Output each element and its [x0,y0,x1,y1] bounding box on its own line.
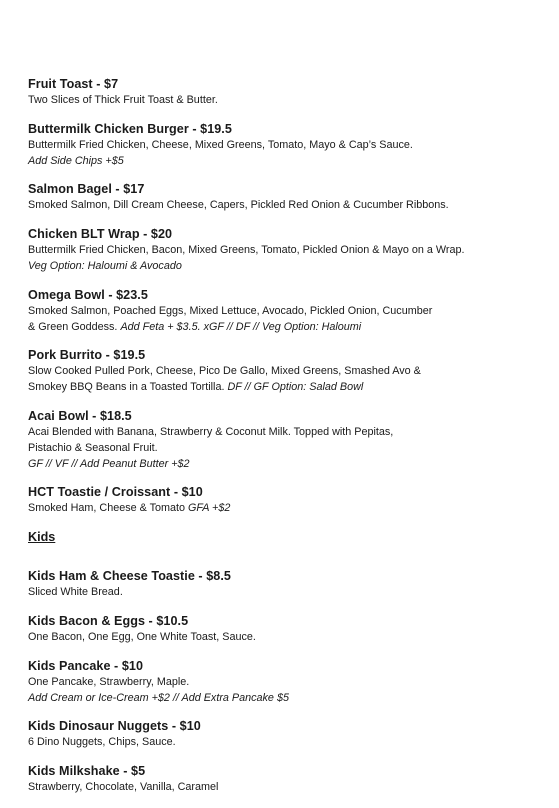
menu-item [28,658,548,707]
menu-item-description [28,320,548,336]
menu-item [28,76,548,109]
menu-item-description [28,138,548,154]
menu-item-title: Kids Pancake - $10 [28,658,144,673]
menu-item-title: Salmon Bagel - $17 [28,182,145,197]
description-note: Add Cream or Ice-Cream +$2 // Add Extra Pancake $5 [28,691,289,704]
description-text: Strawberry, Chocolate, Vanilla, Caramel [28,781,219,794]
description-note: Add Side Chips +$5 [28,154,124,167]
description-text: Smokey BBQ Beans in a Toasted Tortilla. [28,381,228,394]
menu-item [28,408,548,472]
menu-item-title: HCT Toastie / Croissant - $10 [28,485,203,500]
menu-item-title: Kids Milkshake - $5 [28,764,146,779]
description-note: Veg Option: Haloumi & Avocado [28,259,182,272]
description-text: One Pancake, Strawberry, Maple. [28,675,190,688]
menu-item-description [28,198,548,214]
menu-item-title: Omega Bowl - $23.5 [28,287,148,302]
description-note: GFA +$2 [188,502,231,515]
menu-item [28,568,548,601]
menu-item-description [28,304,548,320]
menu-item-description [28,501,548,517]
menu-item-description [28,735,548,751]
description-text: One Bacon, One Egg, One White Toast, Sauce. [28,630,256,643]
menu-item-title: Buttermilk Chicken Burger - $19.5 [28,121,232,136]
menu [28,76,548,808]
description-text: Smoked Salmon, Dill Cream Cheese, Capers, Pickled Red Onion & Cucumber Ribbons. [28,199,449,212]
menu-item-title: Fruit Toast - $7 [28,77,119,91]
menu-item [28,484,548,517]
description-text: Pistachio & Seasonal Fruit. [28,441,158,454]
description-note: DF // GF Option: Salad Bowl [227,381,364,394]
description-text: Buttermilk Fried Chicken, Cheese, Mixed Greens, Tomato, Mayo & Cap’s Sauce. [28,138,413,151]
menu-item-title: Chicken BLT Wrap - $20 [28,227,173,242]
description-note: Add Feta + $3.5. xGF // DF // Veg Option: Haloumi [120,320,362,333]
menu-item [28,763,548,796]
description-text: Acai Blended with Banana, Strawberry & Coconut Milk. Topped with Pepitas, [28,425,394,438]
description-text: Smoked Salmon, Poached Eggs, Mixed Lettuce, Avocado, Pickled Onion, Cucumber [28,304,433,317]
menu-item-description [28,364,548,380]
description-text: Sliced White Bread. [28,586,123,599]
menu-item-description [28,243,548,259]
menu-item-description [28,630,548,646]
description-text: Buttermilk Fried Chicken, Bacon, Mixed Greens, Tomato, Pickled Onion & Mayo on a Wrap. [28,244,465,257]
menu-item-description [28,259,548,275]
description-text: & Green Goddess. [28,320,121,333]
menu-item-description [28,380,548,396]
menu-item-description [28,457,548,473]
menu-item-description [28,441,548,457]
description-text: Slow Cooked Pulled Pork, Cheese, Pico De Gallo, Mixed Greens, Smashed Avo & [28,365,421,378]
menu-item-description [28,691,548,707]
kids-section-heading: Kids [28,530,56,545]
menu-item-title: Kids Dinosaur Nuggets - $10 [28,719,201,734]
menu-item-title: Kids Bacon & Eggs - $10.5 [28,613,189,628]
menu-item [28,181,548,214]
kids-menu-list [28,568,548,796]
menu-item-title: Kids Ham & Cheese Toastie - $8.5 [28,569,231,584]
description-text: Smoked Ham, Cheese & Tomato [28,502,189,515]
menu-item-description [28,425,548,441]
menu-item [28,226,548,275]
main-menu-list [28,76,548,517]
description-note: GF // VF // Add Peanut Butter +$2 [28,457,190,470]
description-text: 6 Dino Nuggets, Chips, Sauce. [28,736,176,749]
menu-item [28,613,548,646]
menu-item [28,121,548,170]
menu-item-description [28,675,548,691]
menu-item-description [28,93,548,109]
menu-item-description [28,585,548,601]
menu-item-title: Acai Bowl - $18.5 [28,408,132,423]
menu-item-description [28,154,548,170]
menu-item-title: Pork Burrito - $19.5 [28,348,146,363]
menu-item [28,347,548,396]
menu-item-description [28,780,548,796]
menu-item [28,287,548,336]
menu-item [28,718,548,751]
description-text: Two Slices of Thick Fruit Toast & Butter. [28,94,218,106]
